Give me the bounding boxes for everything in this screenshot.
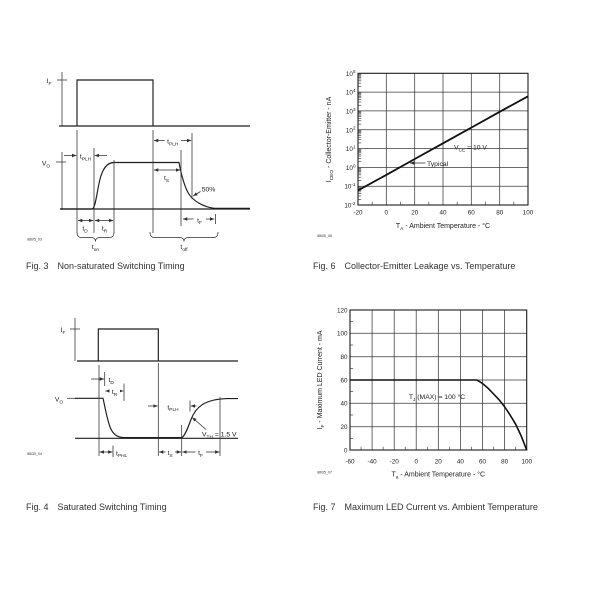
svg-text:tS: $t_S$ <box>163 175 170 184</box>
fig3-if-waveform <box>57 72 250 126</box>
svg-text:120: 120 <box>336 307 348 315</box>
fig6-typical-annotation <box>410 161 449 168</box>
fig3-vo-label: $V_O$ <box>41 160 51 170</box>
fig6-gridlines <box>358 73 528 205</box>
fig3-ts-measure <box>154 170 180 184</box>
svg-text:10-1: $10^{-1}$ <box>344 182 356 191</box>
svg-text:40: 40 <box>456 458 464 466</box>
svg-text:0: 0 <box>384 209 389 217</box>
svg-text:20: 20 <box>411 209 419 217</box>
svg-text:tF: $t_F$ <box>197 217 202 227</box>
fig3-tplh-right-measure <box>154 136 191 148</box>
fig3-caption-title: Non-saturated Switching Timing <box>57 261 185 271</box>
svg-text:20: 20 <box>434 458 442 466</box>
fig7-caption-title: Maximum LED Current vs. Ambient Temperature <box>344 502 538 512</box>
svg-text:10-2: $10^{-2}$ <box>344 200 356 210</box>
fig3-figure-code: i8605_03 <box>27 236 42 242</box>
fig6-figure-code: i8605_06 <box>317 233 332 238</box>
fig4-tr-measure <box>105 387 123 398</box>
svg-text:100: 100 <box>521 458 532 466</box>
svg-text:tS: $t_S$ <box>167 450 173 459</box>
fig7-x-tick-labels <box>345 459 532 466</box>
fig4-caption-number: Fig. 4 <box>26 502 49 512</box>
fig7-figure-code: i8605_07 <box>317 469 332 475</box>
svg-text:104: $10^4$ <box>345 88 356 97</box>
fig4-timing-diagram <box>25 295 265 480</box>
fig4-if-waveform <box>70 318 238 361</box>
svg-text:80: 80 <box>340 354 348 361</box>
fig4-vth-annotation <box>192 418 237 441</box>
svg-text:-20: -20 <box>353 209 363 217</box>
svg-text:100: 100 <box>336 330 348 338</box>
svg-text:40: 40 <box>439 209 447 217</box>
fig3-caption <box>26 261 185 271</box>
fig4-reference-lines <box>99 363 220 460</box>
fig3-timing-diagram <box>25 55 265 255</box>
svg-text:103: $10^3$ <box>345 106 356 116</box>
fig3-caption-number: Fig. 3 <box>26 261 49 271</box>
fig4-td-measure <box>91 377 114 386</box>
svg-text:tF: $t_F$ <box>198 450 203 459</box>
fig4-vo-label: $V_O$ <box>54 396 64 406</box>
svg-text:tR: $t_R$ <box>101 225 108 235</box>
fig4-tplh-measure <box>148 401 197 413</box>
fig7-led-current-chart <box>300 290 565 490</box>
svg-text:Typical: Typical <box>427 160 449 168</box>
svg-text:ton: $t_{on}$ <box>91 244 100 253</box>
svg-text:102: $10^2$ <box>345 125 356 135</box>
svg-text:-40: -40 <box>367 458 377 466</box>
fig4-tphl-measure <box>100 450 128 459</box>
fig4-ts-measure <box>159 448 181 460</box>
fig6-vce-annotation: $V_{CE} = 10$ V <box>454 144 487 154</box>
fig6-x-axis-title: $T_A$ - Ambient Temperature - °C <box>395 223 491 232</box>
svg-text:0: 0 <box>414 458 418 466</box>
fig3-toff-brace <box>150 232 218 253</box>
fig7-caption-number: Fig. 7 <box>313 502 336 512</box>
svg-text:40: 40 <box>340 400 348 408</box>
svg-text:tPLH: $t_{PLH}$ <box>79 153 92 163</box>
svg-text:toff: $t_{off}$ <box>180 244 188 253</box>
fig6-caption-number: Fig. 6 <box>313 261 336 271</box>
svg-text:100: 100 <box>522 209 534 217</box>
fig4-caption <box>26 502 167 512</box>
svg-text:-20: -20 <box>389 458 399 466</box>
fig6-y-tick-labels <box>344 69 356 209</box>
fig4-figure-code: i8630_04 <box>27 451 42 456</box>
fig6-x-tick-labels <box>353 210 533 217</box>
fig3-if-label: $I_F$ <box>46 78 52 87</box>
fig6-leakage-chart <box>300 55 565 255</box>
svg-text:tD: $t_D$ <box>82 225 88 235</box>
fig3-tplh-left-measure <box>64 151 107 163</box>
fig3-tf-measure <box>183 215 214 227</box>
fig6-caption <box>313 261 515 271</box>
svg-text:100: $10^0$ <box>345 163 356 172</box>
svg-text:tD: $t_D$ <box>108 377 114 386</box>
fig3-td-measure <box>78 221 93 235</box>
fig4-if-label: $I_F$ <box>60 327 66 336</box>
fig7-tjmax-annotation: $T_J$ (MAX) = 100 °C <box>408 394 466 403</box>
fig3-50pct-annotation <box>193 187 215 197</box>
svg-text:80: 80 <box>496 209 504 217</box>
fig7-y-tick-labels <box>337 307 348 454</box>
svg-text:-60: -60 <box>345 458 355 466</box>
svg-text:50%: 50% <box>201 186 216 194</box>
fig6-y-axis-title: $I_{CEO}$ - Collector-Emitter - nA <box>326 96 335 183</box>
fig7-y-axis-title: $I_F$ - Maximum LED Current - mA <box>317 330 326 430</box>
svg-text:20: 20 <box>340 424 348 431</box>
svg-text:VTH = 1.5 V: $V_{TH} = 1.5$ V <box>202 431 237 441</box>
fig7-caption <box>313 502 538 512</box>
fig7-x-axis-title: $T_a$ - Ambient Temperature - °C <box>391 471 486 481</box>
svg-text:80: 80 <box>501 458 509 466</box>
svg-text:tPLH: $t_{PLH}$ <box>167 404 179 414</box>
svg-text:101: $10^1$ <box>345 144 356 154</box>
fig4-tf-measure <box>182 448 219 460</box>
svg-text:60: 60 <box>467 209 475 217</box>
svg-text:60: 60 <box>478 458 487 466</box>
fig6-caption-title: Collector-Emitter Leakage vs. Temperature <box>344 261 516 271</box>
svg-text:105: $10^5$ <box>345 69 356 78</box>
svg-text:tPHL: $t_{PHL}$ <box>116 450 128 460</box>
svg-text:tPLH: $t_{PLH}$ <box>167 138 179 148</box>
svg-text:0: 0 <box>343 447 348 455</box>
fig3-ton-brace <box>77 232 114 253</box>
fig4-caption-title: Saturated Switching Timing <box>57 502 167 512</box>
svg-text:60: 60 <box>340 377 348 385</box>
fig3-tr-measure <box>95 221 113 235</box>
svg-text:tR: $t_R$ <box>111 389 118 398</box>
